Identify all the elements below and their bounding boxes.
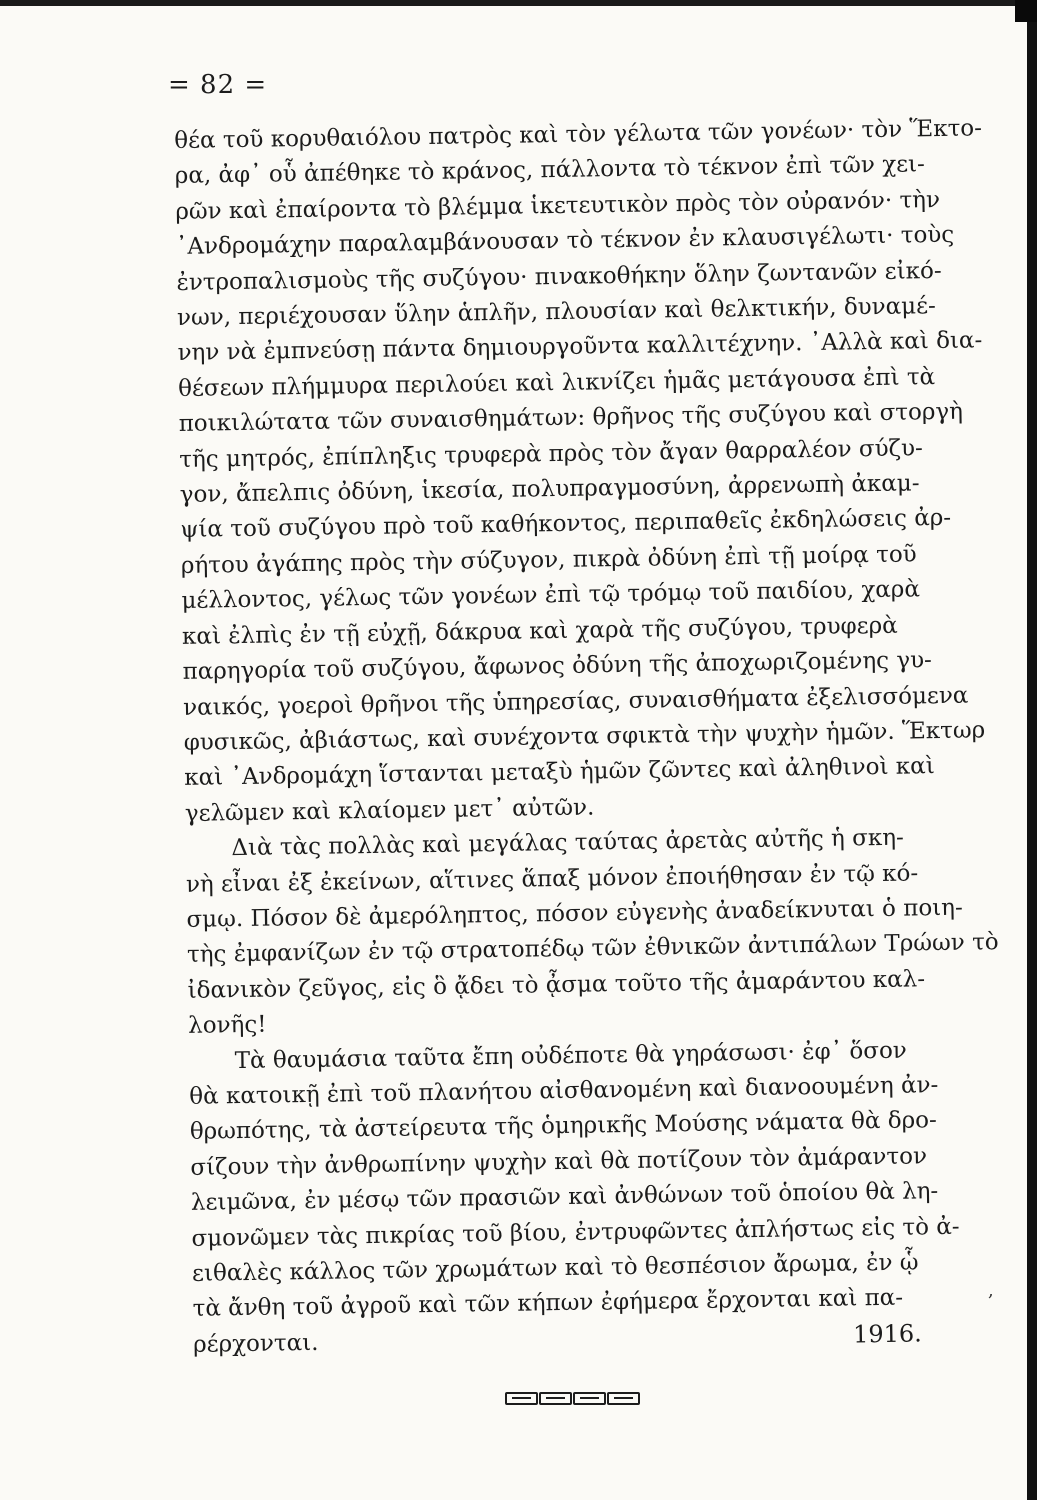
ornament-block	[539, 1392, 572, 1405]
page-number: = 82 =	[168, 70, 268, 100]
text-line: ναικός, γοεροὶ θρῆνοι τῆς ὑπηρεσίας, συναισθήματα ἐξελισσόμενα	[182, 682, 969, 721]
text-line: τὴς ἐμφανίζων ἐν τῷ στρατοπέδῳ τῶν ἐθνικῶν ἀντιπάλων Τρώων τὸ	[186, 929, 999, 969]
text-line: καὶ ἐλπὶς ἐν τῇ εὐχῇ, δάκρυα καὶ χαρὰ τῆς συζύγου, τρυφερὰ	[181, 612, 898, 650]
scan-edge-corner	[1015, 0, 1037, 22]
end-ornament	[505, 1392, 640, 1405]
text-line: γελῶμεν καὶ κλαίομεν μετ᾽ αὐτῶν.	[184, 794, 595, 827]
ornament-block	[573, 1392, 606, 1405]
text-line: νὴ εἶναι ἐξ ἐκείνων, αἵτινες ἅπαξ μόνον ἐποιήθησαν ἐν τῷ κό-	[185, 859, 919, 898]
ornament-block	[607, 1392, 640, 1405]
text-line: τὰ ἄνθη τοῦ ἀγροῦ καὶ τῶν κήπων ἐφήμερα ἔρχονται καὶ πα-	[192, 1285, 904, 1323]
date-year: 1916.	[852, 1319, 923, 1349]
text-line: τῆς μητρός, ἐπίπληξις τρυφερὰ πρὸς τὸν ἄγαν θαρραλέον σύζυ-	[179, 434, 923, 473]
text-line-content: ρέρχονται.	[192, 1329, 319, 1358]
text-line: ρῶν καὶ ἐπαίροντα τὸ βλέμμα ἱκετευτικὸν πρὸς τὸν οὐρανόν· τὴν	[175, 186, 941, 225]
text-line: θέσεων πλήμμυρα περιλούει καὶ λικνίζει ἡμᾶς μετάγουσα ἐπὶ τὰ	[177, 363, 936, 402]
text-line: Τὰ θαυμάσια ταῦτα ἔπη οὐδέποτε θὰ γηράσωσι· ἐφ᾽ ὅσον	[234, 1037, 907, 1074]
text-line: ρήτου ἀγάπης πρὸς τὴν σύζυγον, πικρὰ ὀδύνη ἐπὶ τῇ μοίρᾳ τοῦ	[180, 541, 917, 579]
body-text	[174, 112, 999, 1363]
text-line: νων, περιέχουσαν ὕλην ἁπλῆν, πλουσίαν καὶ θελκτικήν, δυναμέ-	[176, 293, 937, 332]
text-line: σμῳ. Πόσον δὲ ἀμερόληπτος, πόσον εὐγενὴς ἀναδείκνυται ὁ ποιη-	[186, 894, 963, 933]
text-line: σμονῶμεν τὰς πικρίας τοῦ βίου, ἐντρυφῶντες ἀπλήστως εἰς τὸ ἀ-	[191, 1213, 960, 1252]
text-line: λονῆς!	[187, 1011, 267, 1040]
text-line: ποικιλώτατα τῶν συναισθημάτων: θρῆνος τῆς συζύγου καὶ στοργὴ	[178, 398, 964, 438]
text-line: θὰ κατοικῇ ἐπὶ τοῦ πλανήτου αἰσθανομένη καὶ διανοουμένη ἀν-	[189, 1072, 939, 1110]
text-line: ειθαλὲς κάλλος τῶν χρωμάτων καὶ τὸ θεσπέσιον ἄρωμα, ἐν ᾧ	[191, 1249, 919, 1287]
text-line: Διὰ τὰς πολλὰς καὶ μεγάλας ταύτας ἀρετὰς αὐτῆς ἡ σκη-	[231, 824, 904, 862]
text-line: ᾽Ανδρομάχην παραλαμβάνουσαν τὸ τέκνον ἐν κλαυσιγέλωτι· τοὺς	[175, 221, 955, 261]
ornament-block	[505, 1392, 538, 1405]
text-line: ψία τοῦ συζύγου πρὸ τοῦ καθήκοντος, περιπαθεῖς ἐκδηλώσεις ἀρ-	[180, 505, 952, 544]
text-line: θέα τοῦ κορυθαιόλου πατρὸς καὶ τὸν γέλωτα τῶν γονέων· τὸν Ἕκτο-	[174, 115, 983, 154]
text-line: ἐντροπαλισμοὺς τῆς συζύγου· πινακοθήκην ὅλην ζωντανῶν εἰκό-	[176, 257, 942, 296]
text-line: σίζουν τὴν ἀνθρωπίνην ψυχὴν καὶ θὰ ποτίζουν τὸν ἀμάραντον	[190, 1143, 928, 1181]
text-line: παρηγορία τοῦ συζύγου, ἄφωνος ὀδύνη τῆς ἀποχωριζομένης γυ-	[182, 647, 933, 686]
text-line: λειμῶνα, ἐν μέσῳ τῶν πρασιῶν καὶ ἀνθώνων τοῦ ὁποίου θὰ λη-	[190, 1178, 939, 1217]
text-line: θρωπότης, τὰ ἀστείρευτα τῆς ὁμηρικῆς Μούσης νάματα θὰ δρο-	[189, 1107, 937, 1146]
margin-mark: ,	[988, 1280, 994, 1301]
text-line: γον, ἄπελπις ὀδύνη, ἱκεσία, πολυπραγμοσύνη, ἀρρενωπὴ ἀκαμ-	[179, 470, 920, 509]
text-line: καὶ ᾽Ανδρομάχη ἵστανται μεταξὺ ἡμῶν ζῶντες καὶ ἀληθινοὶ καὶ	[184, 753, 935, 792]
text-line: φυσικῶς, ἀβιάστως, καὶ συνέχοντα σφικτὰ τὴν ψυχὴν ἡμῶν. Ἕκτωρ	[183, 717, 986, 756]
scan-edge-top	[0, 0, 1037, 6]
text-line: ἰδανικὸν ζεῦγος, εἰς ὃ ᾄδει τὸ ᾆσμα τοῦτο τῆς ἀμαράντου καλ-	[187, 966, 926, 1004]
text-line: νην νὰ ἐμπνεύσῃ πάντα δημιουργοῦντα καλλιτέχνην. ᾽Αλλὰ καὶ δια-	[177, 327, 983, 367]
text-line: μέλλοντος, γέλως τῶν γονέων ἐπὶ τῷ τρόμῳ τοῦ παιδίου, χαρὰ	[181, 576, 921, 615]
text-line: ρα, ἀφ᾽ οὗ ἀπέθηκε τὸ κράνος, πάλλοντα τὸ τέκνον ἐπὶ τῶν χει-	[174, 151, 926, 190]
scan-edge-right	[1027, 0, 1037, 1500]
